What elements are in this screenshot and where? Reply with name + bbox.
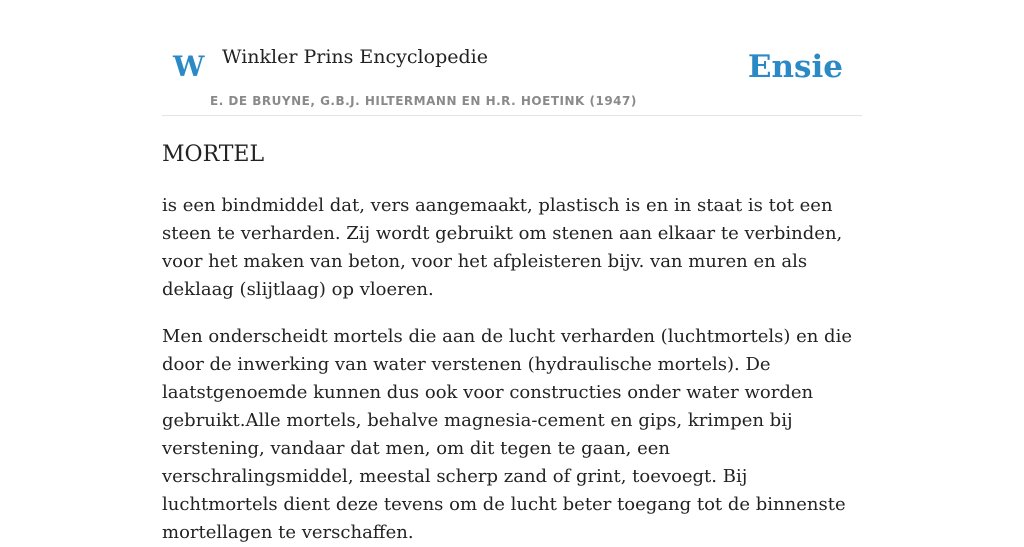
ensie-logo[interactable]: Ensie	[747, 49, 843, 85]
source-authors: E. DE BRUYNE, G.B.J. HILTERMANN EN H.R. HOETINK (1947)	[210, 94, 637, 108]
entry-title: MORTEL	[162, 142, 265, 167]
entry-paragraph-1: is een bindmiddel dat, vers aangemaakt, plastisch is en in staat is tot een steen te verharden. Zij wordt gebruikt om stenen aan elkaar te verbinden, voor het maken van beton, voor het afpleisteren bijv. van muren en als deklaag (slijtlaag) op vloeren.	[162, 195, 843, 300]
entry-content	[162, 140, 862, 547]
source-title[interactable]: Winkler Prins Encyclopedie	[222, 46, 488, 68]
entry-paragraph-2: Men onderscheidt mortels die aan de lucht verharden (luchtmortels) en die door de inwerking van water verstenen (hydraulische mortels). De laatstgenoemde kunnen dus ook voor constructies onder water worden gebruikt.Alle mortels, behalve magnesia-cement en gips, krimpen bij verstening, vandaar dat men, om dit tegen te gaan, een verschralingsmiddel, meestal scherp zand of grint, toevoegt. Bij luchtmortels dient deze tevens om de lucht beter toegang tot de binnenste mortellagen te verschaffen.	[162, 326, 852, 543]
winkler-prins-logo-icon: W	[173, 50, 205, 83]
source-header	[162, 0, 862, 116]
